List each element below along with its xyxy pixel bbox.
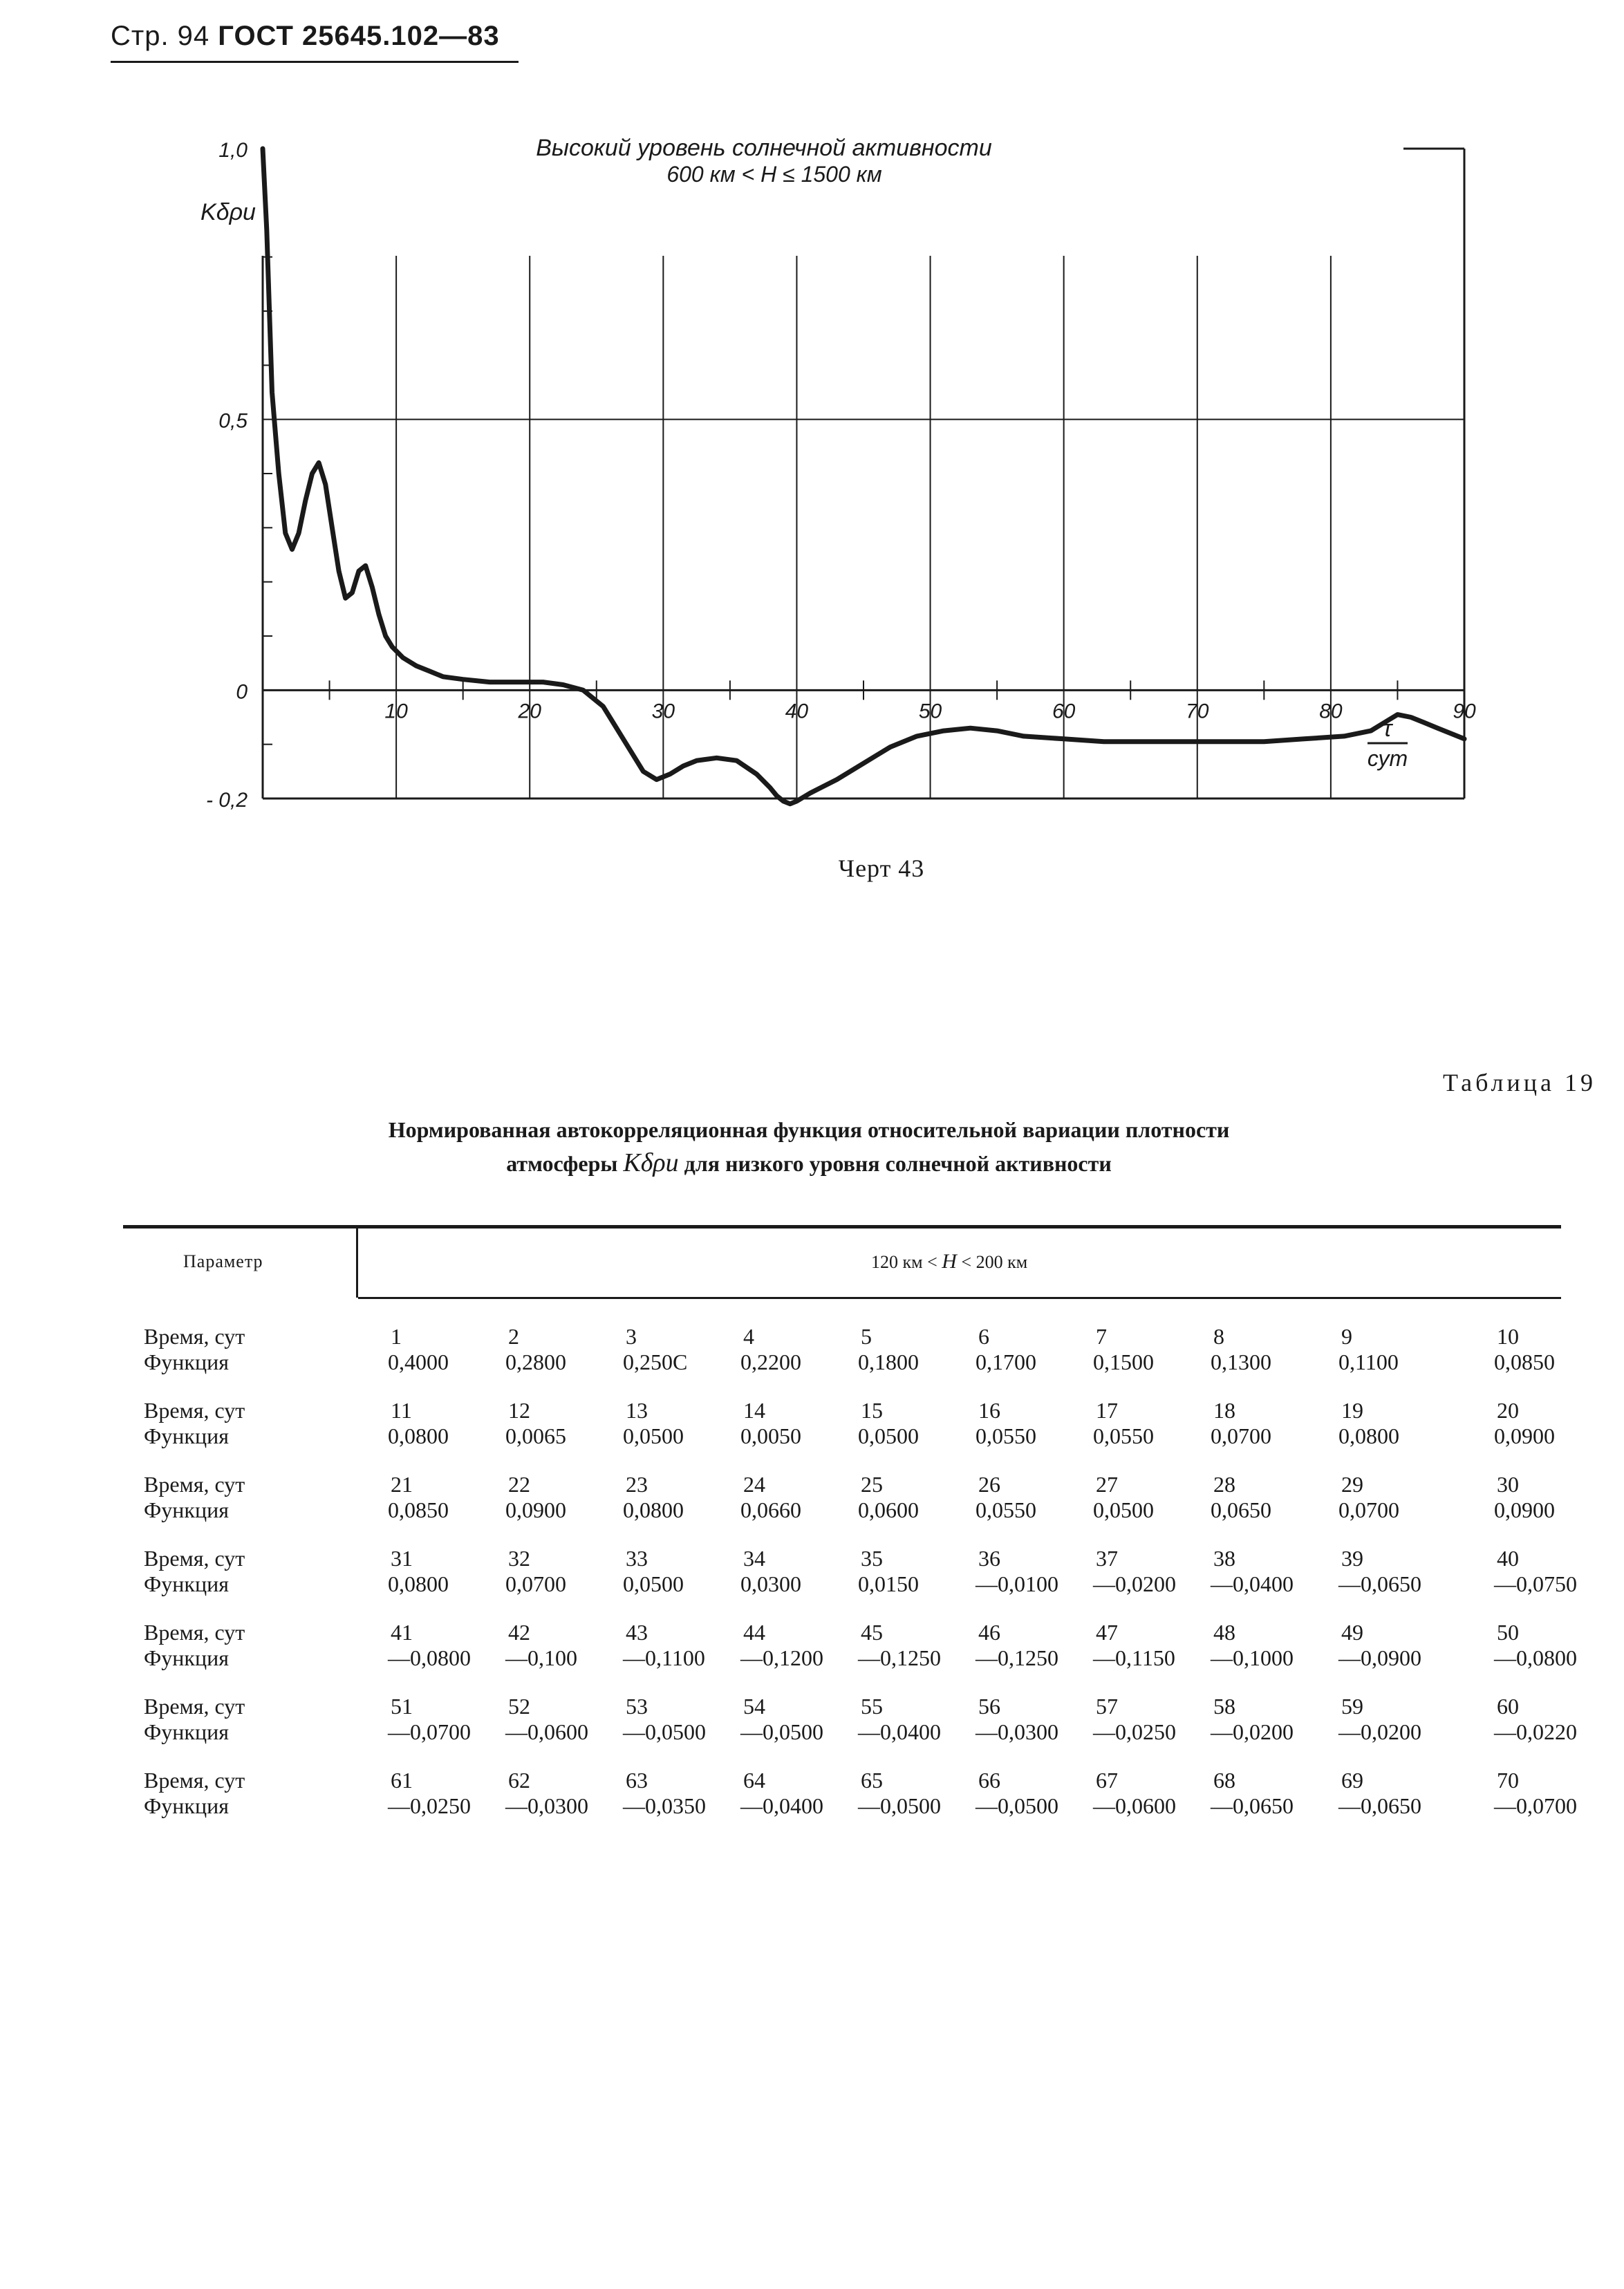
time-value: 12 — [508, 1398, 530, 1423]
x-tick-label: 30 — [651, 700, 675, 723]
time-value: 53 — [626, 1694, 648, 1719]
function-value: —0,0400 — [740, 1793, 823, 1818]
table-cell — [978, 1472, 1036, 1523]
function-value: 0,4000 — [388, 1349, 449, 1374]
table-cell — [623, 1546, 684, 1597]
time-value: 43 — [626, 1620, 648, 1645]
function-value: —0,100 — [505, 1645, 577, 1670]
time-value: 10 — [1497, 1324, 1519, 1349]
time-value: 52 — [508, 1694, 530, 1719]
table-cell — [978, 1324, 1036, 1375]
time-value: 68 — [1213, 1768, 1235, 1793]
time-value: 69 — [1341, 1768, 1363, 1793]
function-value: 0,0800 — [388, 1423, 449, 1448]
function-value: 0,0660 — [740, 1497, 801, 1522]
time-value: 8 — [1213, 1324, 1224, 1349]
function-value: —0,1250 — [976, 1645, 1058, 1670]
y-axis-label: Kδρи — [200, 199, 256, 225]
chart-title: Высокий уровень солнечной активности — [536, 135, 992, 161]
table-cell — [1093, 1694, 1176, 1745]
time-value: 21 — [391, 1472, 413, 1497]
table-cell — [1093, 1620, 1175, 1671]
time-value: 37 — [1096, 1546, 1118, 1571]
time-value: 17 — [1096, 1398, 1118, 1423]
table-cell — [978, 1694, 1058, 1745]
time-value: 66 — [978, 1768, 1000, 1793]
table-cell — [1494, 1324, 1555, 1375]
function-value: —0,0300 — [505, 1793, 588, 1818]
time-value: 40 — [1497, 1546, 1519, 1571]
range-variable: H — [942, 1250, 957, 1273]
function-value: —0,0400 — [1211, 1571, 1294, 1596]
row-labels — [144, 1546, 245, 1597]
row-label-time: Время, сут — [144, 1768, 245, 1793]
function-value: —0,0200 — [1093, 1571, 1176, 1596]
function-value: —0,1150 — [1093, 1645, 1175, 1670]
table-cell — [505, 1546, 566, 1597]
table-cell — [978, 1620, 1058, 1671]
row-label-function: Функция — [144, 1497, 229, 1522]
function-value: 0,0550 — [976, 1497, 1036, 1522]
table-cell — [1494, 1694, 1577, 1745]
y-tick-labels — [206, 139, 248, 812]
page-number: Стр. 94 — [111, 21, 210, 51]
y-tick-label: 0,5 — [218, 409, 248, 433]
time-value: 46 — [978, 1620, 1000, 1645]
time-value: 16 — [978, 1398, 1000, 1423]
function-value: 0,0500 — [858, 1423, 919, 1448]
function-value: 0,0150 — [858, 1571, 919, 1596]
table-cell — [1213, 1324, 1271, 1375]
function-value: 0,0700 — [1211, 1423, 1271, 1448]
table-cell — [623, 1324, 688, 1375]
row-label-time: Время, сут — [144, 1620, 245, 1645]
table-cell — [1213, 1694, 1294, 1745]
column-header-parameter: Параметр — [183, 1251, 263, 1271]
table-cell — [858, 1694, 941, 1745]
row-label-function: Функция — [144, 1423, 229, 1448]
time-value: 61 — [391, 1768, 413, 1793]
function-value: —0,0600 — [1093, 1793, 1176, 1818]
time-value: 70 — [1497, 1768, 1519, 1793]
table-cell — [978, 1546, 1058, 1597]
function-value: 0,0900 — [1494, 1423, 1555, 1448]
function-value: —0,1000 — [1211, 1645, 1294, 1670]
time-value: 63 — [626, 1768, 648, 1793]
time-value: 38 — [1213, 1546, 1235, 1571]
time-value: 29 — [1341, 1472, 1363, 1497]
time-value: 42 — [508, 1620, 530, 1645]
table-cell — [623, 1472, 684, 1523]
function-value: —0,0800 — [1494, 1645, 1577, 1670]
table-cell — [1213, 1620, 1294, 1671]
row-label-function: Функция — [144, 1645, 229, 1670]
time-value: 54 — [743, 1694, 765, 1719]
function-value: 0,2800 — [505, 1349, 566, 1374]
function-value: —0,1250 — [858, 1645, 941, 1670]
table-cell — [740, 1324, 801, 1375]
table-cell — [1213, 1472, 1271, 1523]
function-value: —0,0650 — [1338, 1793, 1421, 1818]
function-value: 0,0800 — [623, 1497, 684, 1522]
range-prefix: 120 км < — [871, 1252, 937, 1272]
function-value: 0,0850 — [388, 1497, 449, 1522]
table-cell — [1338, 1620, 1421, 1671]
table-cell — [505, 1620, 577, 1671]
time-value: 57 — [1096, 1694, 1118, 1719]
row-label-time: Время, сут — [144, 1694, 245, 1719]
row-label-time: Время, сут — [144, 1546, 245, 1571]
table-cell — [1093, 1472, 1154, 1523]
table-cell — [388, 1546, 449, 1597]
table-number: Таблица 19 — [1443, 1069, 1596, 1096]
table-cell — [1338, 1768, 1421, 1819]
function-value: —0,0500 — [976, 1793, 1058, 1818]
time-value: 28 — [1213, 1472, 1235, 1497]
table-cell — [740, 1472, 801, 1523]
table-cell — [1338, 1398, 1399, 1449]
function-value: 0,0550 — [1093, 1423, 1154, 1448]
row-label-function: Функция — [144, 1793, 229, 1818]
time-value: 6 — [978, 1324, 989, 1349]
table-cell — [1093, 1398, 1154, 1449]
table-top-rule — [123, 1225, 1561, 1228]
time-value: 65 — [861, 1768, 883, 1793]
time-value: 34 — [743, 1546, 765, 1571]
row-label-function: Функция — [144, 1349, 229, 1374]
table-cell — [505, 1768, 588, 1819]
time-value: 14 — [743, 1398, 765, 1423]
time-value: 22 — [508, 1472, 530, 1497]
x-tick-labels — [384, 700, 1476, 722]
function-value: —0,0200 — [1338, 1719, 1421, 1744]
table-cell — [1338, 1472, 1399, 1523]
table-title-line2 — [207, 1146, 1410, 1180]
time-value: 41 — [391, 1620, 413, 1645]
table-cell — [388, 1694, 471, 1745]
function-value: 0,0800 — [388, 1571, 449, 1596]
time-value: 35 — [861, 1546, 883, 1571]
table-cell — [740, 1620, 823, 1671]
function-value: —0,0600 — [505, 1719, 588, 1744]
function-value: 0,0700 — [505, 1571, 566, 1596]
function-value: —0,0500 — [740, 1719, 823, 1744]
function-value: 0,0300 — [740, 1571, 801, 1596]
time-value: 33 — [626, 1546, 648, 1571]
table-cell — [1494, 1620, 1577, 1671]
function-value: —0,0350 — [623, 1793, 706, 1818]
function-value: 0,0500 — [623, 1423, 684, 1448]
function-value: 0,0850 — [1494, 1349, 1555, 1374]
time-value: 39 — [1341, 1546, 1363, 1571]
time-value: 36 — [978, 1546, 1000, 1571]
table-cell — [1213, 1768, 1294, 1819]
table-cell — [505, 1398, 566, 1449]
table-cell — [740, 1694, 823, 1745]
function-value: —0,0800 — [388, 1645, 471, 1670]
function-value: 0,1300 — [1211, 1349, 1271, 1374]
time-value: 45 — [861, 1620, 883, 1645]
chart-subtitle: 600 км < H ≤ 1500 км — [666, 162, 882, 187]
table-cell — [388, 1324, 449, 1375]
table-cell — [623, 1398, 684, 1449]
table-cell — [623, 1620, 705, 1671]
table-cell — [388, 1768, 471, 1819]
time-value: 59 — [1341, 1694, 1363, 1719]
function-value: —0,1200 — [740, 1645, 823, 1670]
time-value: 55 — [861, 1694, 883, 1719]
time-value: 31 — [391, 1546, 413, 1571]
time-value: 9 — [1341, 1324, 1352, 1349]
table-cell — [1338, 1324, 1399, 1375]
x-tick-label: 40 — [785, 700, 809, 723]
x-axis-label-numerator: τ — [1383, 716, 1392, 742]
function-value: 0,0600 — [858, 1497, 919, 1522]
y-tick-label: 0 — [236, 680, 248, 704]
function-value: —0,0900 — [1338, 1645, 1421, 1670]
table-cell — [1494, 1398, 1555, 1449]
table-cell — [505, 1694, 588, 1745]
time-value: 56 — [978, 1694, 1000, 1719]
table-cell — [623, 1768, 706, 1819]
time-value: 32 — [508, 1546, 530, 1571]
function-value: —0,0400 — [858, 1719, 941, 1744]
row-labels — [144, 1324, 245, 1375]
row-label-time: Время, сут — [144, 1398, 245, 1423]
table-cell — [740, 1398, 801, 1449]
time-value: 7 — [1096, 1324, 1107, 1349]
table-cell — [505, 1472, 566, 1523]
time-value: 67 — [1096, 1768, 1118, 1793]
row-label-function: Функция — [144, 1571, 229, 1596]
function-value: —0,0200 — [1211, 1719, 1294, 1744]
table-cell — [858, 1768, 941, 1819]
table-header-rule — [358, 1297, 1561, 1299]
time-value: 20 — [1497, 1398, 1519, 1423]
function-value: 0,0650 — [1211, 1497, 1271, 1522]
time-value: 5 — [861, 1324, 872, 1349]
x-tick-label: 70 — [1186, 700, 1209, 723]
time-value: 1 — [391, 1324, 402, 1349]
function-value: —0,0700 — [1494, 1793, 1577, 1818]
table-cell — [858, 1620, 941, 1671]
function-value: 0,2200 — [740, 1349, 801, 1374]
table-cell — [858, 1472, 919, 1523]
function-value: 0,1700 — [976, 1349, 1036, 1374]
table-cell — [1494, 1546, 1577, 1597]
function-value: 0,1100 — [1338, 1349, 1399, 1374]
time-value: 27 — [1096, 1472, 1118, 1497]
function-value: —0,1100 — [623, 1645, 705, 1670]
column-header-altitude-range — [871, 1250, 1027, 1273]
table-cell — [858, 1324, 919, 1375]
time-value: 58 — [1213, 1694, 1235, 1719]
time-value: 23 — [626, 1472, 648, 1497]
table-title-line1: Нормированная автокорреляционная функция относительной вариации плотности — [388, 1117, 1230, 1142]
table-cell — [388, 1620, 471, 1671]
table-cell — [1494, 1768, 1577, 1819]
table-cell — [858, 1398, 919, 1449]
table-cell — [1213, 1546, 1294, 1597]
function-value: 0,0900 — [1494, 1497, 1555, 1522]
autocorrelation-chart — [0, 0, 1624, 850]
function-value: —0,0250 — [388, 1793, 471, 1818]
time-value: 18 — [1213, 1398, 1235, 1423]
time-value: 13 — [626, 1398, 648, 1423]
time-value: 50 — [1497, 1620, 1519, 1645]
row-label-function: Функция — [144, 1719, 229, 1744]
x-tick-label: 90 — [1453, 700, 1476, 723]
y-tick-label: 1,0 — [218, 139, 248, 162]
time-value: 30 — [1497, 1472, 1519, 1497]
table-cell — [623, 1694, 706, 1745]
function-value: 0,250C — [623, 1349, 688, 1374]
function-value: —0,0300 — [976, 1719, 1058, 1744]
range-suffix: < 200 км — [961, 1252, 1028, 1272]
row-labels — [144, 1620, 245, 1671]
function-value: —0,0700 — [388, 1719, 471, 1744]
time-value: 48 — [1213, 1620, 1235, 1645]
table-cell — [1338, 1546, 1421, 1597]
function-value: —0,0500 — [623, 1719, 706, 1744]
function-value: —0,0100 — [976, 1571, 1058, 1596]
table-title — [207, 1113, 1410, 1180]
time-value: 19 — [1341, 1398, 1363, 1423]
function-value: —0,0650 — [1211, 1793, 1294, 1818]
table-cell — [505, 1324, 566, 1375]
row-labels — [144, 1768, 245, 1819]
table-cell — [1494, 1472, 1555, 1523]
function-value: 0,0500 — [623, 1571, 684, 1596]
table-cell — [1093, 1324, 1154, 1375]
time-value: 47 — [1096, 1620, 1118, 1645]
x-axis-label-denominator: сут — [1367, 746, 1408, 771]
time-value: 60 — [1497, 1694, 1519, 1719]
x-tick-label: 60 — [1052, 700, 1076, 723]
function-value: 0,0800 — [1338, 1423, 1399, 1448]
function-value: 0,0700 — [1338, 1497, 1399, 1522]
time-value: 25 — [861, 1472, 883, 1497]
table-cell — [388, 1472, 449, 1523]
x-tick-label: 50 — [918, 700, 942, 723]
table-cell — [1213, 1398, 1271, 1449]
table-cell — [858, 1546, 919, 1597]
table-cell — [740, 1768, 823, 1819]
figure-caption: Черт 43 — [838, 854, 925, 882]
function-value: 0,0900 — [505, 1497, 566, 1522]
function-value: 0,1500 — [1093, 1349, 1154, 1374]
row-labels — [144, 1694, 245, 1745]
time-value: 2 — [508, 1324, 519, 1349]
table-cell — [978, 1768, 1058, 1819]
time-value: 51 — [391, 1694, 413, 1719]
function-value: 0,0065 — [505, 1423, 566, 1448]
function-value: 0,0050 — [740, 1423, 801, 1448]
time-value: 4 — [743, 1324, 754, 1349]
x-tick-label: 80 — [1319, 700, 1343, 723]
row-labels — [144, 1472, 245, 1523]
table-cell — [978, 1398, 1036, 1449]
function-value: —0,0500 — [858, 1793, 941, 1818]
function-value: —0,0750 — [1494, 1571, 1577, 1596]
time-value: 15 — [861, 1398, 883, 1423]
table-title-variable: Kδρи — [623, 1148, 679, 1177]
time-value: 26 — [978, 1472, 1000, 1497]
table-title-suffix: для низкого уровня солнечной активности — [684, 1151, 1112, 1176]
function-value: 0,0550 — [976, 1423, 1036, 1448]
table-header-divider — [356, 1228, 358, 1298]
time-value: 24 — [743, 1472, 765, 1497]
time-value: 44 — [743, 1620, 765, 1645]
x-tick-label: 10 — [384, 700, 408, 723]
table-cell — [388, 1398, 449, 1449]
function-value: —0,0250 — [1093, 1719, 1176, 1744]
row-labels — [144, 1398, 245, 1449]
x-tick-label: 20 — [518, 700, 541, 723]
function-value: —0,0220 — [1494, 1719, 1577, 1744]
row-label-time: Время, сут — [144, 1472, 245, 1497]
time-value: 11 — [391, 1398, 412, 1423]
time-value: 3 — [626, 1324, 637, 1349]
table-cell — [740, 1546, 801, 1597]
function-value: —0,0650 — [1338, 1571, 1421, 1596]
table-cell — [1338, 1694, 1421, 1745]
table-title-prefix: атмосферы — [506, 1151, 618, 1176]
y-tick-label: - 0,2 — [205, 789, 248, 812]
time-value: 62 — [508, 1768, 530, 1793]
time-value: 49 — [1341, 1620, 1363, 1645]
time-value: 64 — [743, 1768, 765, 1793]
standard-number: ГОСТ 25645.102—83 — [218, 21, 500, 51]
function-value: 0,0500 — [1093, 1497, 1154, 1522]
table-cell — [1093, 1546, 1176, 1597]
function-value: 0,1800 — [858, 1349, 919, 1374]
row-label-time: Время, сут — [144, 1324, 245, 1349]
table-cell — [1093, 1768, 1176, 1819]
